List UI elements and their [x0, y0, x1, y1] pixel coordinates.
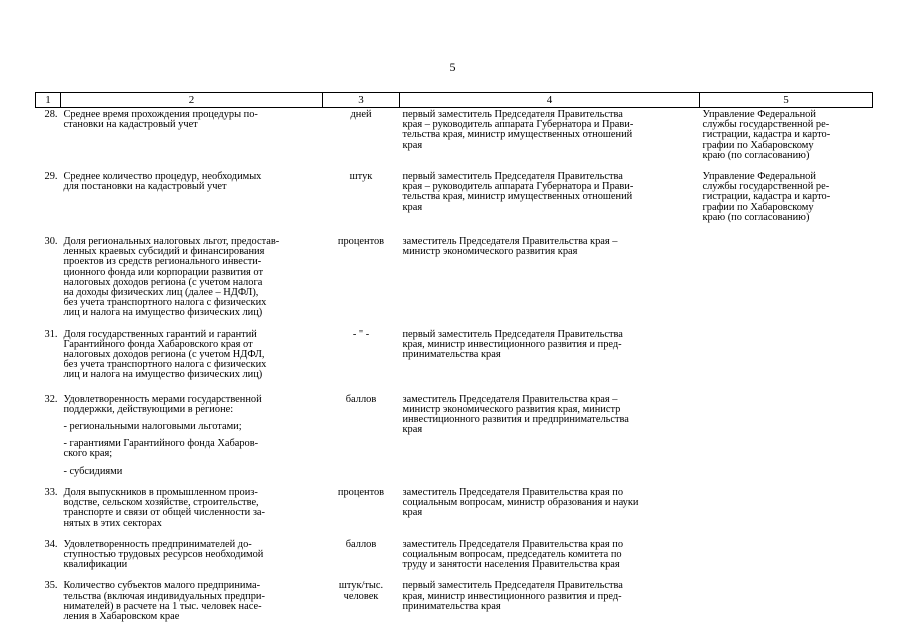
indicator-cell-text: Доля выпускников в промышленном произ- водстве, сельском хозяйстве, строительстве, транспорте и связи от общей численности за- нятых в этих секторах — [63, 486, 266, 529]
indicator-cell-text: Количество субъектов малого предпринима- тельства (включая индивидуальных предпри- нимателей) в расчете на 1 тыс. человек насе- ления в Хабаровском крае — [63, 580, 265, 622]
coexecutor-cell — [700, 170, 873, 235]
unit-cell — [323, 538, 400, 580]
row-number — [36, 393, 61, 486]
row-number — [36, 235, 61, 328]
indicator-cell-text: Среднее время прохождения процедуры по- становки на кадастровый учет — [63, 109, 258, 131]
row-number — [36, 486, 61, 538]
indicator-cell — [61, 170, 323, 235]
unit-cell-text: баллов — [345, 393, 377, 405]
indicator-cell — [61, 235, 323, 328]
responsible-cell-text: заместитель Председателя Правительства края по социальным вопросам, председатель комитета по труду и занятости населения Правительства края — [402, 538, 624, 571]
coexecutor-cell-text: Управление Федеральной службы государственной ре- гистрации, кадастра и карто- графии по Хабаровскому краю (по согласованию) — [702, 109, 831, 161]
row-number — [36, 108, 61, 171]
responsible-cell-text: первый заместитель Председателя Правительства края, министр инвестиционного развития и пред- принимательства края — [402, 580, 623, 612]
unit-cell-text: штук — [349, 171, 373, 183]
indicator-cell-text: Удовлетворенность мерами государственной поддержки, действующими в регионе: — [63, 393, 262, 415]
coexecutor-cell-text: Управление Федеральной службы государственной ре- гистрации, кадастра и карто- графии по Хабаровскому краю (по согласованию) — [702, 171, 831, 223]
coexecutor-cell — [700, 393, 873, 486]
header-col-5: 5 — [700, 93, 873, 108]
table-header-row — [36, 93, 873, 108]
row-number — [36, 328, 61, 393]
unit-cell — [323, 393, 400, 486]
responsible-cell — [400, 170, 700, 235]
responsible-cell-text: первый заместитель Председателя Правительства края, министр инвестиционного развития и пред- принимательства края — [402, 328, 623, 361]
table-row — [36, 486, 873, 538]
responsible-cell — [400, 486, 700, 538]
unit-cell-text: баллов — [345, 538, 377, 550]
table-row — [36, 328, 873, 393]
unit-cell-text: штук/тыс. человек — [338, 580, 384, 602]
indicators-table — [35, 92, 873, 625]
table-body — [36, 108, 873, 626]
row-number-text: 33. — [44, 486, 58, 498]
unit-cell — [323, 235, 400, 328]
header-col-4: 4 — [400, 93, 700, 108]
indicator-cell — [61, 328, 323, 393]
row-number-text: 28. — [44, 109, 58, 120]
table-row — [36, 170, 873, 235]
unit-cell-text: процентов — [337, 486, 385, 498]
row-number — [36, 579, 61, 625]
indicator-cell-text: Среднее количество процедур, необходимых для постановки на кадастровый учет — [63, 171, 262, 193]
responsible-cell — [400, 393, 700, 486]
coexecutor-cell — [700, 328, 873, 393]
responsible-cell-text: заместитель Председателя Правительства края по социальным вопросам, министр образования и науки края — [402, 486, 639, 519]
row-number — [36, 538, 61, 580]
row-number-text: 29. — [44, 171, 58, 183]
unit-cell — [323, 579, 400, 625]
coexecutor-cell — [700, 579, 873, 625]
coexecutor-cell — [700, 538, 873, 580]
responsible-cell — [400, 328, 700, 393]
responsible-cell — [400, 108, 700, 171]
row-number-text: 35. — [44, 580, 58, 592]
row-number-text: 31. — [44, 328, 58, 340]
responsible-cell-text: заместитель Председателя Правительства края – министр экономического развития края, министр инвестиционного развития и предпринимательства края — [402, 393, 629, 436]
page-number: 5 — [449, 60, 456, 74]
coexecutor-cell — [700, 486, 873, 538]
responsible-cell — [400, 235, 700, 328]
indicator-cell — [61, 486, 323, 538]
unit-cell — [323, 170, 400, 235]
table-row — [36, 538, 873, 580]
header-col-1: 1 — [36, 93, 61, 108]
table-row — [36, 108, 873, 171]
indicator-cell — [61, 393, 323, 486]
row-number-text: 32. — [44, 393, 58, 405]
unit-cell — [323, 108, 400, 171]
indicator-cell — [61, 538, 323, 580]
unit-cell-text: - " - — [352, 328, 370, 340]
unit-cell-text: процентов — [337, 236, 385, 248]
coexecutor-cell — [700, 108, 873, 171]
row-number-text: 30. — [44, 236, 58, 248]
row-number — [36, 170, 61, 235]
responsible-cell — [400, 538, 700, 580]
header-col-3: 3 — [323, 93, 400, 108]
indicator-sub-item: - субсидиями — [63, 465, 123, 477]
responsible-cell-text: первый заместитель Председателя Правительства края – руководитель аппарата Губернатора и Прави- тельства края, министр имущественных отношений края — [402, 171, 634, 213]
table-row — [36, 393, 873, 486]
unit-cell-text: дней — [350, 109, 372, 120]
responsible-cell-text: первый заместитель Председателя Правительства края – руководитель аппарата Губернатора и Прави- тельства края, министр имущественных отношений края — [402, 109, 634, 151]
indicator-cell — [61, 108, 323, 171]
indicator-cell-text: Доля государственных гарантий и гарантий Гарантийного фонда Хабаровского края от налоговых доходов региона (с учетом НДФЛ, без учета транспортного налога с физических лиц и налога на имущество физических лиц) — [63, 328, 267, 381]
table-row — [36, 579, 873, 625]
row-number-text: 34. — [44, 538, 58, 550]
header-col-2: 2 — [61, 93, 323, 108]
indicator-cell-text: Доля региональных налоговых льгот, предостав- ленных краевых субсидий и финансирования проектов из средств регионального инвести- ционного фонда или корпорации развития от налоговых доходов региона (с учетом налога на доходы физических лиц (далее – НДФЛ), без учета транспортного налога с физических лиц и налога на имущество физических лиц) — [63, 236, 280, 319]
coexecutor-cell — [700, 235, 873, 328]
indicator-sub-item: - гарантиями Гарантийного фонда Хабаров- ского края; — [63, 438, 259, 460]
indicator-sub-item: - региональными налоговыми льготами; — [63, 421, 242, 433]
indicator-cell-text: Удовлетворенность предпринимателей до- ступностью трудовых ресурсов необходимой квалификации — [63, 538, 264, 571]
unit-cell — [323, 328, 400, 393]
responsible-cell — [400, 579, 700, 625]
responsible-cell-text: заместитель Председателя Правительства края – министр экономического развития края — [402, 236, 618, 258]
table-row — [36, 235, 873, 328]
unit-cell — [323, 486, 400, 538]
indicator-cell — [61, 579, 323, 625]
